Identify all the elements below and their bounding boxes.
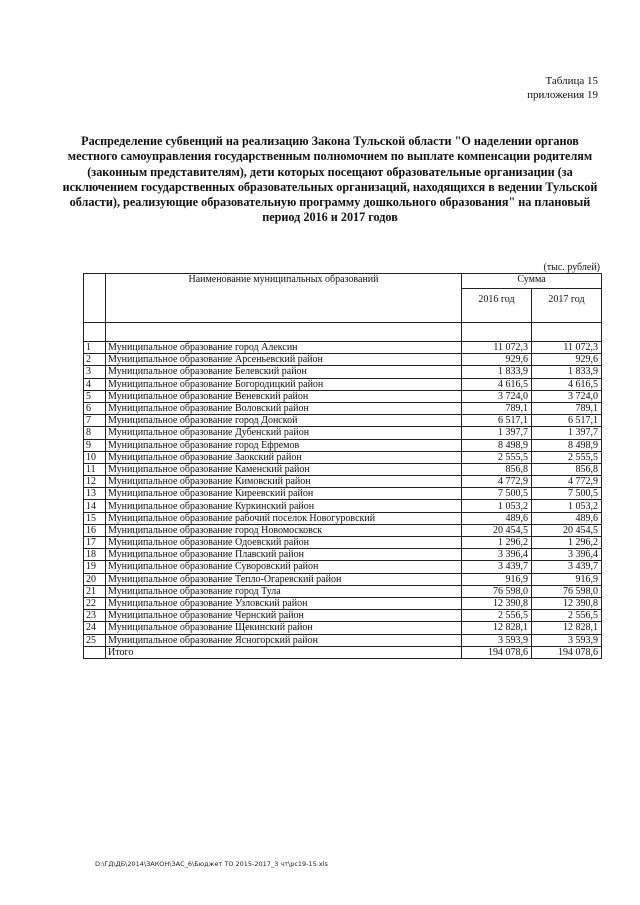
table-row (84, 439, 602, 451)
table-row (84, 415, 602, 427)
row-municipality: Муниципальное образование Куркинский район (106, 500, 462, 512)
row-value-2017: 1 397,7 (532, 427, 602, 439)
row-municipality: Муниципальное образование Богородицкий район (106, 378, 462, 390)
table-row (84, 597, 602, 609)
row-value-2017: 2 555,5 (532, 451, 602, 463)
row-number: 16 (84, 524, 106, 536)
row-value-2017: 3 724,0 (532, 390, 602, 402)
row-municipality: Муниципальное образование Щекинский район (106, 622, 462, 634)
row-value-2017: 20 454,5 (532, 524, 602, 536)
subvention-table (83, 273, 602, 659)
spacer-cell (462, 323, 532, 342)
row-value-2017: 8 498,9 (532, 439, 602, 451)
table-row (84, 585, 602, 597)
table-row (84, 622, 602, 634)
table-number: Таблица 15 (545, 75, 598, 87)
row-number: 22 (84, 597, 106, 609)
row-value-2016: 12 390,8 (462, 597, 532, 609)
row-municipality: Муниципальное образование Веневский район (106, 390, 462, 402)
row-municipality: Муниципальное образование Дубенский район (106, 427, 462, 439)
row-value-2016: 856,8 (462, 463, 532, 475)
row-number: 15 (84, 512, 106, 524)
spacer-cell (106, 323, 462, 342)
row-value-2016: 12 828,1 (462, 622, 532, 634)
row-value-2016: 2 555,5 (462, 451, 532, 463)
table-row (84, 537, 602, 549)
row-value-2017: 489,6 (532, 512, 602, 524)
row-number: 24 (84, 622, 106, 634)
row-value-2017: 916,9 (532, 573, 602, 585)
row-value-2016: 4 616,5 (462, 378, 532, 390)
table-row (84, 378, 602, 390)
row-value-2016: 3 396,4 (462, 549, 532, 561)
table-row (84, 549, 602, 561)
table-row (84, 573, 602, 585)
table-reference (527, 74, 598, 102)
units-label: (тыс. рублей) (543, 262, 600, 273)
table-row (84, 524, 602, 536)
total-number (84, 646, 106, 658)
row-number: 12 (84, 476, 106, 488)
row-value-2016: 20 454,5 (462, 524, 532, 536)
row-municipality: Муниципальное образование Ясногорский район (106, 634, 462, 646)
row-value-2017: 12 828,1 (532, 622, 602, 634)
row-number: 19 (84, 561, 106, 573)
row-value-2016: 11 072,3 (462, 342, 532, 354)
row-number: 10 (84, 451, 106, 463)
total-value-2016: 194 078,6 (462, 646, 532, 658)
row-value-2017: 4 616,5 (532, 378, 602, 390)
row-municipality: Муниципальное образование город Алексин (106, 342, 462, 354)
row-municipality: Муниципальное образование Плавский район (106, 549, 462, 561)
row-value-2016: 3 439,7 (462, 561, 532, 573)
row-number: 18 (84, 549, 106, 561)
row-value-2016: 929,6 (462, 354, 532, 366)
row-number: 25 (84, 634, 106, 646)
table-spacer-row (84, 323, 602, 342)
row-value-2016: 489,6 (462, 512, 532, 524)
row-municipality: Муниципальное образование Тепло-Огаревский район (106, 573, 462, 585)
table-row (84, 476, 602, 488)
file-path-footer: D:\ГД\ДБ\2014\ЗАКОН\ЗАС_6\Бюджет ТО 2015-2017_3 чт\рс19-15.xls (95, 860, 328, 868)
table-row (84, 561, 602, 573)
row-number: 23 (84, 610, 106, 622)
row-value-2017: 789,1 (532, 402, 602, 414)
table-row (84, 366, 602, 378)
row-value-2016: 3 593,9 (462, 634, 532, 646)
table-row (84, 634, 602, 646)
header-sum-cell: Сумма (462, 274, 602, 289)
row-value-2017: 11 072,3 (532, 342, 602, 354)
row-value-2017: 7 500,5 (532, 488, 602, 500)
header-2016-cell: 2016 год (462, 289, 532, 323)
row-value-2016: 1 296,2 (462, 537, 532, 549)
row-number: 13 (84, 488, 106, 500)
row-municipality: Муниципальное образование Суворовский район (106, 561, 462, 573)
header-name-cell: Наименование муниципальных образований (106, 274, 462, 323)
row-municipality: Муниципальное образование Белевский район (106, 366, 462, 378)
row-municipality: Муниципальное образование Узловский район (106, 597, 462, 609)
row-municipality: Муниципальное образование Киреевский район (106, 488, 462, 500)
row-municipality: Муниципальное образование Кимовский район (106, 476, 462, 488)
row-municipality: Муниципальное образование рабочий поселок Новогуровский (106, 512, 462, 524)
table-row (84, 451, 602, 463)
row-municipality: Муниципальное образование Чернский район (106, 610, 462, 622)
row-value-2017: 12 390,8 (532, 597, 602, 609)
row-value-2016: 916,9 (462, 573, 532, 585)
row-value-2017: 1 296,2 (532, 537, 602, 549)
row-number: 2 (84, 354, 106, 366)
row-municipality: Муниципальное образование Воловский район (106, 402, 462, 414)
appendix-number: приложения 19 (527, 89, 598, 101)
row-municipality: Муниципальное образование Арсеньевский район (106, 354, 462, 366)
row-municipality: Муниципальное образование город Донской (106, 415, 462, 427)
row-municipality: Муниципальное образование Заокский район (106, 451, 462, 463)
document-title: Распределение субвенций на реализацию Закона Тульской области "О наделении органов местного самоуправления государственным полномочием по выплате компенсации родителям (законным представителям), дети которых посещают образовательные организации (за исключением государственных образовательных организаций, находящихся в ведении Тульской области), реализующие образовательную программу дошкольного образования" на плановый период 2016 и 2017 годов (62, 134, 598, 225)
row-value-2017: 2 556,5 (532, 610, 602, 622)
row-number: 4 (84, 378, 106, 390)
row-value-2016: 1 833,9 (462, 366, 532, 378)
table-row (84, 354, 602, 366)
row-number: 9 (84, 439, 106, 451)
row-value-2016: 789,1 (462, 402, 532, 414)
row-municipality: Муниципальное образование Одоевский район (106, 537, 462, 549)
row-value-2016: 3 724,0 (462, 390, 532, 402)
table-row (84, 463, 602, 475)
total-value-2017: 194 078,6 (532, 646, 602, 658)
table-row (84, 500, 602, 512)
table-row (84, 390, 602, 402)
row-value-2017: 3 593,9 (532, 634, 602, 646)
row-number: 17 (84, 537, 106, 549)
total-label: Итого (106, 646, 462, 658)
row-value-2017: 3 439,7 (532, 561, 602, 573)
row-number: 11 (84, 463, 106, 475)
table-header-row (84, 274, 602, 289)
row-number: 3 (84, 366, 106, 378)
row-value-2016: 8 498,9 (462, 439, 532, 451)
table-row (84, 512, 602, 524)
spacer-cell (532, 323, 602, 342)
row-value-2016: 1 053,2 (462, 500, 532, 512)
row-number: 5 (84, 390, 106, 402)
row-number: 21 (84, 585, 106, 597)
table-row (84, 610, 602, 622)
table-row (84, 427, 602, 439)
row-municipality: Муниципальное образование город Ефремов (106, 439, 462, 451)
table-total-row (84, 646, 602, 658)
row-number: 7 (84, 415, 106, 427)
row-number: 1 (84, 342, 106, 354)
table-row (84, 342, 602, 354)
row-municipality: Муниципальное образование город Новомосковск (106, 524, 462, 536)
row-value-2016: 2 556,5 (462, 610, 532, 622)
row-value-2017: 929,6 (532, 354, 602, 366)
row-value-2016: 4 772,9 (462, 476, 532, 488)
row-number: 6 (84, 402, 106, 414)
row-value-2017: 76 598,0 (532, 585, 602, 597)
row-value-2017: 4 772,9 (532, 476, 602, 488)
row-value-2017: 1 833,9 (532, 366, 602, 378)
table-row (84, 402, 602, 414)
row-number: 14 (84, 500, 106, 512)
row-value-2016: 76 598,0 (462, 585, 532, 597)
row-value-2017: 856,8 (532, 463, 602, 475)
header-2017-cell: 2017 год (532, 289, 602, 323)
spacer-cell (84, 323, 106, 342)
row-value-2016: 1 397,7 (462, 427, 532, 439)
row-value-2017: 6 517,1 (532, 415, 602, 427)
row-value-2016: 6 517,1 (462, 415, 532, 427)
header-num-cell (84, 274, 106, 323)
row-value-2017: 1 053,2 (532, 500, 602, 512)
row-municipality: Муниципальное образование Каменский район (106, 463, 462, 475)
row-municipality: Муниципальное образование город Тула (106, 585, 462, 597)
row-value-2017: 3 396,4 (532, 549, 602, 561)
table-row (84, 488, 602, 500)
row-value-2016: 7 500,5 (462, 488, 532, 500)
row-number: 8 (84, 427, 106, 439)
row-number: 20 (84, 573, 106, 585)
